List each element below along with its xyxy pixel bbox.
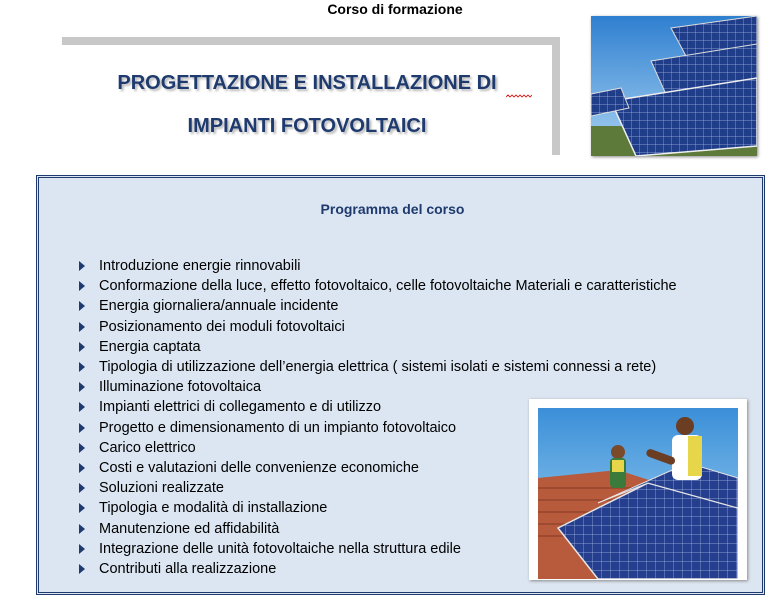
triangle-bullet-icon bbox=[79, 524, 85, 534]
spellcheck-squiggle bbox=[506, 94, 532, 98]
list-item: Illuminazione fotovoltaica bbox=[76, 377, 677, 397]
rooftop-installation-image bbox=[538, 408, 738, 579]
list-item: Manutenzione ed affidabilità bbox=[76, 518, 677, 538]
course-title-line-2: IMPIANTI FOTOVOLTAICI bbox=[187, 115, 427, 137]
list-item: Progetto e dimensionamento di un impianto fotovoltaico bbox=[76, 418, 677, 438]
triangle-bullet-icon bbox=[79, 362, 85, 372]
list-item: Tipologia di utilizzazione dell’energia elettrica ( sistemi isolati e sistemi connessi a rete) bbox=[76, 357, 677, 377]
triangle-bullet-icon bbox=[79, 564, 85, 574]
triangle-bullet-icon bbox=[79, 261, 85, 271]
list-item: Impianti elettrici di collegamento e di utilizzo bbox=[76, 397, 677, 417]
list-item: Contributi alla realizzazione bbox=[76, 559, 677, 579]
triangle-bullet-icon bbox=[79, 463, 85, 473]
triangle-bullet-icon bbox=[79, 382, 85, 392]
triangle-bullet-icon bbox=[79, 281, 85, 291]
list-item: Costi e valutazioni delle convenienze economiche bbox=[76, 458, 677, 478]
list-item: Integrazione delle unità fotovoltaiche nella struttura edile bbox=[76, 539, 677, 559]
list-item: Soluzioni realizzate bbox=[76, 478, 677, 498]
triangle-bullet-icon bbox=[79, 423, 85, 433]
list-item: Posizionamento dei moduli fotovoltaici bbox=[76, 317, 677, 337]
triangle-bullet-icon bbox=[79, 322, 85, 332]
course-kicker: Corso di formazione bbox=[327, 1, 463, 17]
installers-photo bbox=[529, 399, 747, 580]
triangle-bullet-icon bbox=[79, 342, 85, 352]
list-item: Tipologia e modalità di installazione bbox=[76, 498, 677, 518]
triangle-bullet-icon bbox=[79, 443, 85, 453]
list-item: Introduzione energie rinnovabili bbox=[76, 256, 677, 276]
triangle-bullet-icon bbox=[79, 483, 85, 493]
list-item: Carico elettrico bbox=[76, 438, 677, 458]
solar-panels-photo bbox=[591, 16, 757, 156]
triangle-bullet-icon bbox=[79, 301, 85, 311]
list-item: Energia giornaliera/annuale incidente bbox=[76, 296, 677, 316]
program-title: Programma del corso bbox=[320, 201, 465, 217]
triangle-bullet-icon bbox=[79, 503, 85, 513]
triangle-bullet-icon bbox=[79, 544, 85, 554]
list-item: Conformazione della luce, effetto fotovoltaico, celle fotovoltaiche Materiali e caratteristiche bbox=[76, 276, 677, 296]
list-item: Energia captata bbox=[76, 337, 677, 357]
triangle-bullet-icon bbox=[79, 402, 85, 412]
course-title-line-1: PROGETTAZIONE E INSTALLAZIONE DI bbox=[117, 72, 497, 94]
